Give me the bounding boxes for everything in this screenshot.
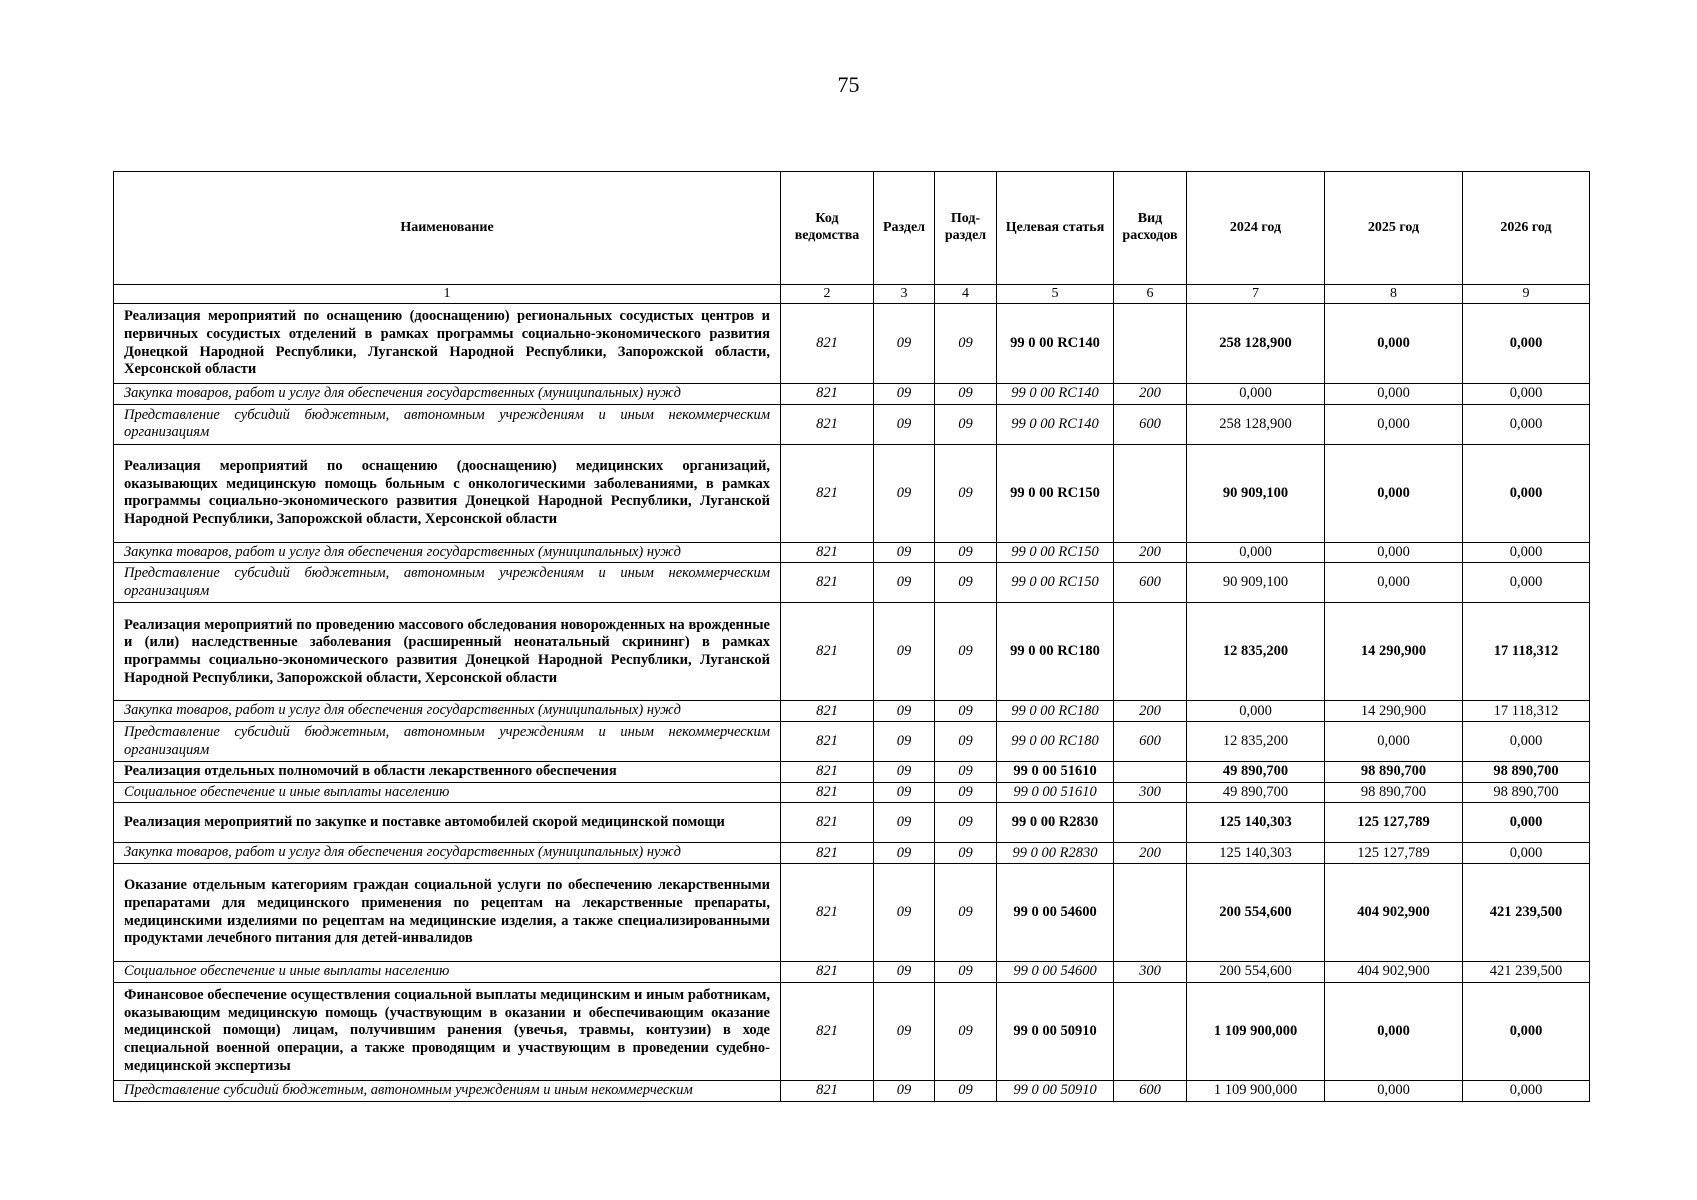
dept-code-cell: 821	[781, 803, 874, 843]
column-number: 4	[935, 285, 997, 304]
expense-type-cell: 300	[1114, 782, 1187, 803]
column-number: 7	[1187, 285, 1325, 304]
column-number: 5	[997, 285, 1114, 304]
value-2024-cell: 12 835,200	[1187, 722, 1325, 762]
value-2025-cell: 404 902,900	[1325, 962, 1463, 983]
subsection-cell: 09	[935, 1080, 997, 1101]
section-cell: 09	[874, 444, 935, 542]
dept-code-cell: 821	[781, 962, 874, 983]
row-name: Социальное обеспечение и иные выплаты населению	[114, 782, 781, 803]
table-row	[114, 304, 1590, 384]
header-2025: 2025 год	[1325, 172, 1463, 285]
subsection-cell: 09	[935, 384, 997, 405]
header-name: Наименование	[114, 172, 781, 285]
target-article-cell: 99 0 00 51610	[997, 762, 1114, 783]
target-article-cell: 99 0 00 54600	[997, 962, 1114, 983]
value-2026-cell: 17 118,312	[1463, 701, 1590, 722]
target-article-cell: 99 0 00 RC180	[997, 701, 1114, 722]
value-2024-cell: 90 909,100	[1187, 563, 1325, 603]
target-article-cell: 99 0 00 RC180	[997, 722, 1114, 762]
value-2025-cell: 14 290,900	[1325, 701, 1463, 722]
value-2025-cell: 0,000	[1325, 542, 1463, 563]
value-2025-cell: 98 890,700	[1325, 782, 1463, 803]
value-2026-cell: 421 239,500	[1463, 962, 1590, 983]
section-cell: 09	[874, 722, 935, 762]
table-row	[114, 1080, 1590, 1101]
value-2025-cell: 404 902,900	[1325, 864, 1463, 962]
value-2026-cell: 0,000	[1463, 563, 1590, 603]
section-cell: 09	[874, 542, 935, 563]
value-2025-cell: 0,000	[1325, 722, 1463, 762]
subsection-cell: 09	[935, 962, 997, 983]
column-number: 6	[1114, 285, 1187, 304]
row-name: Представление субсидий бюджетным, автономным учреждениям и иным некоммерческим организациям	[114, 404, 781, 444]
value-2025-cell: 0,000	[1325, 563, 1463, 603]
value-2024-cell: 12 835,200	[1187, 603, 1325, 701]
subsection-cell: 09	[935, 563, 997, 603]
subsection-cell: 09	[935, 864, 997, 962]
value-2025-cell: 125 127,789	[1325, 803, 1463, 843]
expense-type-cell	[1114, 444, 1187, 542]
section-cell: 09	[874, 384, 935, 405]
row-name: Закупка товаров, работ и услуг для обеспечения государственных (муниципальных) нужд	[114, 843, 781, 864]
value-2026-cell: 0,000	[1463, 722, 1590, 762]
target-article-cell: 99 0 00 51610	[997, 782, 1114, 803]
subsection-cell: 09	[935, 762, 997, 783]
section-cell: 09	[874, 982, 935, 1080]
table-row	[114, 404, 1590, 444]
header-expense-type: Вид расходов	[1114, 172, 1187, 285]
value-2024-cell: 125 140,303	[1187, 843, 1325, 864]
subsection-cell: 09	[935, 444, 997, 542]
section-cell: 09	[874, 864, 935, 962]
value-2026-cell: 0,000	[1463, 1080, 1590, 1101]
value-2024-cell: 49 890,700	[1187, 782, 1325, 803]
table-row	[114, 782, 1590, 803]
value-2025-cell: 0,000	[1325, 304, 1463, 384]
header-2026: 2026 год	[1463, 172, 1590, 285]
table-row	[114, 603, 1590, 701]
value-2025-cell: 125 127,789	[1325, 843, 1463, 864]
value-2025-cell: 0,000	[1325, 982, 1463, 1080]
expense-type-cell	[1114, 603, 1187, 701]
value-2026-cell: 98 890,700	[1463, 782, 1590, 803]
value-2024-cell: 258 128,900	[1187, 404, 1325, 444]
table-row	[114, 962, 1590, 983]
expense-type-cell: 200	[1114, 384, 1187, 405]
target-article-cell: 99 0 00 RC140	[997, 304, 1114, 384]
expense-type-cell: 600	[1114, 563, 1187, 603]
value-2024-cell: 1 109 900,000	[1187, 982, 1325, 1080]
column-number-row	[114, 285, 1590, 304]
dept-code-cell: 821	[781, 304, 874, 384]
value-2024-cell: 0,000	[1187, 384, 1325, 405]
value-2024-cell: 200 554,600	[1187, 962, 1325, 983]
row-name: Социальное обеспечение и иные выплаты населению	[114, 962, 781, 983]
header-2024: 2024 год	[1187, 172, 1325, 285]
budget-table	[113, 171, 1590, 1102]
value-2026-cell: 0,000	[1463, 384, 1590, 405]
subsection-cell: 09	[935, 304, 997, 384]
expense-type-cell	[1114, 762, 1187, 783]
value-2026-cell: 0,000	[1463, 803, 1590, 843]
table-row	[114, 982, 1590, 1080]
value-2025-cell: 14 290,900	[1325, 603, 1463, 701]
section-cell: 09	[874, 962, 935, 983]
row-name: Реализация мероприятий по закупке и поставке автомобилей скорой медицинской помощи	[114, 803, 781, 843]
value-2025-cell: 0,000	[1325, 444, 1463, 542]
dept-code-cell: 821	[781, 982, 874, 1080]
row-name: Представление субсидий бюджетным, автономным учреждениям и иным некоммерческим	[114, 1080, 781, 1101]
dept-code-cell: 821	[781, 444, 874, 542]
subsection-cell: 09	[935, 722, 997, 762]
expense-type-cell	[1114, 304, 1187, 384]
table-row	[114, 444, 1590, 542]
value-2026-cell: 421 239,500	[1463, 864, 1590, 962]
value-2026-cell: 0,000	[1463, 404, 1590, 444]
dept-code-cell: 821	[781, 542, 874, 563]
target-article-cell: 99 0 00 RC150	[997, 563, 1114, 603]
target-article-cell: 99 0 00 50910	[997, 1080, 1114, 1101]
value-2024-cell: 1 109 900,000	[1187, 1080, 1325, 1101]
section-cell: 09	[874, 843, 935, 864]
value-2025-cell: 0,000	[1325, 384, 1463, 405]
value-2026-cell: 0,000	[1463, 444, 1590, 542]
value-2024-cell: 0,000	[1187, 701, 1325, 722]
target-article-cell: 99 0 00 RC180	[997, 603, 1114, 701]
value-2026-cell: 17 118,312	[1463, 603, 1590, 701]
header-section: Раздел	[874, 172, 935, 285]
table-row	[114, 762, 1590, 783]
column-number: 3	[874, 285, 935, 304]
dept-code-cell: 821	[781, 603, 874, 701]
table-row	[114, 843, 1590, 864]
expense-type-cell: 600	[1114, 1080, 1187, 1101]
row-name: Финансовое обеспечение осуществления социальной выплаты медицинским и иным работникам, оказывающим медицинскую помощь (участвующим в оказании и обеспечивающим оказание медицинской помощи) лицам, получившим ранения (увечья, травмы, контузии) в ходе специальной военной операции, а также проводящим и участвующим в проведении судебно-медицинской экспертизы	[114, 982, 781, 1080]
subsection-cell: 09	[935, 701, 997, 722]
row-name: Реализация отдельных полномочий в области лекарственного обеспечения	[114, 762, 781, 783]
target-article-cell: 99 0 00 50910	[997, 982, 1114, 1080]
subsection-cell: 09	[935, 782, 997, 803]
dept-code-cell: 821	[781, 782, 874, 803]
section-cell: 09	[874, 803, 935, 843]
value-2024-cell: 90 909,100	[1187, 444, 1325, 542]
row-name: Закупка товаров, работ и услуг для обеспечения государственных (муниципальных) нужд	[114, 542, 781, 563]
value-2026-cell: 98 890,700	[1463, 762, 1590, 783]
expense-type-cell: 200	[1114, 542, 1187, 563]
table-row	[114, 864, 1590, 962]
column-number: 8	[1325, 285, 1463, 304]
table-row	[114, 701, 1590, 722]
header-row	[114, 172, 1590, 285]
section-cell: 09	[874, 1080, 935, 1101]
target-article-cell: 99 0 00 RC150	[997, 542, 1114, 563]
value-2025-cell: 0,000	[1325, 1080, 1463, 1101]
expense-type-cell: 200	[1114, 701, 1187, 722]
section-cell: 09	[874, 701, 935, 722]
value-2024-cell: 0,000	[1187, 542, 1325, 563]
value-2026-cell: 0,000	[1463, 982, 1590, 1080]
target-article-cell: 99 0 00 54600	[997, 864, 1114, 962]
value-2026-cell: 0,000	[1463, 542, 1590, 563]
target-article-cell: 99 0 00 RC140	[997, 384, 1114, 405]
value-2025-cell: 98 890,700	[1325, 762, 1463, 783]
expense-type-cell	[1114, 803, 1187, 843]
column-number: 1	[114, 285, 781, 304]
section-cell: 09	[874, 603, 935, 701]
table-row	[114, 563, 1590, 603]
row-name: Оказание отдельным категориям граждан социальной услуги по обеспечению лекарственными препаратами для медицинского применения по рецептам на лекарственные препараты, медицинскими изделиями по рецептам на медицинские изделия, а также специализированными продуктами лечебного питания для детей-инвалидов	[114, 864, 781, 962]
value-2024-cell: 49 890,700	[1187, 762, 1325, 783]
expense-type-cell	[1114, 982, 1187, 1080]
table-row	[114, 384, 1590, 405]
subsection-cell: 09	[935, 803, 997, 843]
section-cell: 09	[874, 404, 935, 444]
target-article-cell: 99 0 00 RC150	[997, 444, 1114, 542]
dept-code-cell: 821	[781, 864, 874, 962]
value-2024-cell: 125 140,303	[1187, 803, 1325, 843]
dept-code-cell: 821	[781, 762, 874, 783]
target-article-cell: 99 0 00 RC140	[997, 404, 1114, 444]
subsection-cell: 09	[935, 982, 997, 1080]
header-dept-code: Код ведомства	[781, 172, 874, 285]
dept-code-cell: 821	[781, 404, 874, 444]
target-article-cell: 99 0 00 R2830	[997, 843, 1114, 864]
row-name: Представление субсидий бюджетным, автономным учреждениям и иным некоммерческим организациям	[114, 563, 781, 603]
page-number: 75	[837, 72, 860, 97]
table-row	[114, 542, 1590, 563]
value-2024-cell: 258 128,900	[1187, 304, 1325, 384]
expense-type-cell: 600	[1114, 404, 1187, 444]
subsection-cell: 09	[935, 603, 997, 701]
header-target-article: Целевая статья	[997, 172, 1114, 285]
dept-code-cell: 821	[781, 843, 874, 864]
row-name: Реализация мероприятий по проведению массового обследования новорожденных на врожденные и (или) наследственные заболевания (расширенный неонатальный скрининг) в рамках программы социально-экономического развития Донецкой Народной Республики, Луганской Народной Республики, Запорожской области, Херсонской области	[114, 603, 781, 701]
value-2024-cell: 200 554,600	[1187, 864, 1325, 962]
value-2025-cell: 0,000	[1325, 404, 1463, 444]
section-cell: 09	[874, 762, 935, 783]
expense-type-cell: 200	[1114, 843, 1187, 864]
row-name: Представление субсидий бюджетным, автономным учреждениям и иным некоммерческим организациям	[114, 722, 781, 762]
value-2026-cell: 0,000	[1463, 843, 1590, 864]
column-number: 2	[781, 285, 874, 304]
dept-code-cell: 821	[781, 1080, 874, 1101]
row-name: Закупка товаров, работ и услуг для обеспечения государственных (муниципальных) нужд	[114, 384, 781, 405]
row-name: Реализация мероприятий по оснащению (дооснащению) региональных сосудистых центров и первичных сосудистых отделений в рамках программы социально-экономического развития Донецкой Народной Республики, Луганской Народной Республики, Запорожской области, Херсонской области	[114, 304, 781, 384]
dept-code-cell: 821	[781, 384, 874, 405]
subsection-cell: 09	[935, 843, 997, 864]
table-row	[114, 722, 1590, 762]
target-article-cell: 99 0 00 R2830	[997, 803, 1114, 843]
subsection-cell: 09	[935, 542, 997, 563]
expense-type-cell	[1114, 864, 1187, 962]
value-2026-cell: 0,000	[1463, 304, 1590, 384]
row-name: Закупка товаров, работ и услуг для обеспечения государственных (муниципальных) нужд	[114, 701, 781, 722]
column-number: 9	[1463, 285, 1590, 304]
dept-code-cell: 821	[781, 563, 874, 603]
expense-type-cell: 300	[1114, 962, 1187, 983]
row-name: Реализация мероприятий по оснащению (дооснащению) медицинских организаций, оказывающих медицинскую помощь больным с онкологическими заболеваниями, в рамках программы социально-экономического развития Донецкой Народной Республики, Луганской Народной Республики, Запорожской области, Херсонской области	[114, 444, 781, 542]
dept-code-cell: 821	[781, 701, 874, 722]
section-cell: 09	[874, 563, 935, 603]
header-subsection: Под-раздел	[935, 172, 997, 285]
expense-type-cell: 600	[1114, 722, 1187, 762]
table-row	[114, 803, 1590, 843]
dept-code-cell: 821	[781, 722, 874, 762]
subsection-cell: 09	[935, 404, 997, 444]
section-cell: 09	[874, 304, 935, 384]
section-cell: 09	[874, 782, 935, 803]
